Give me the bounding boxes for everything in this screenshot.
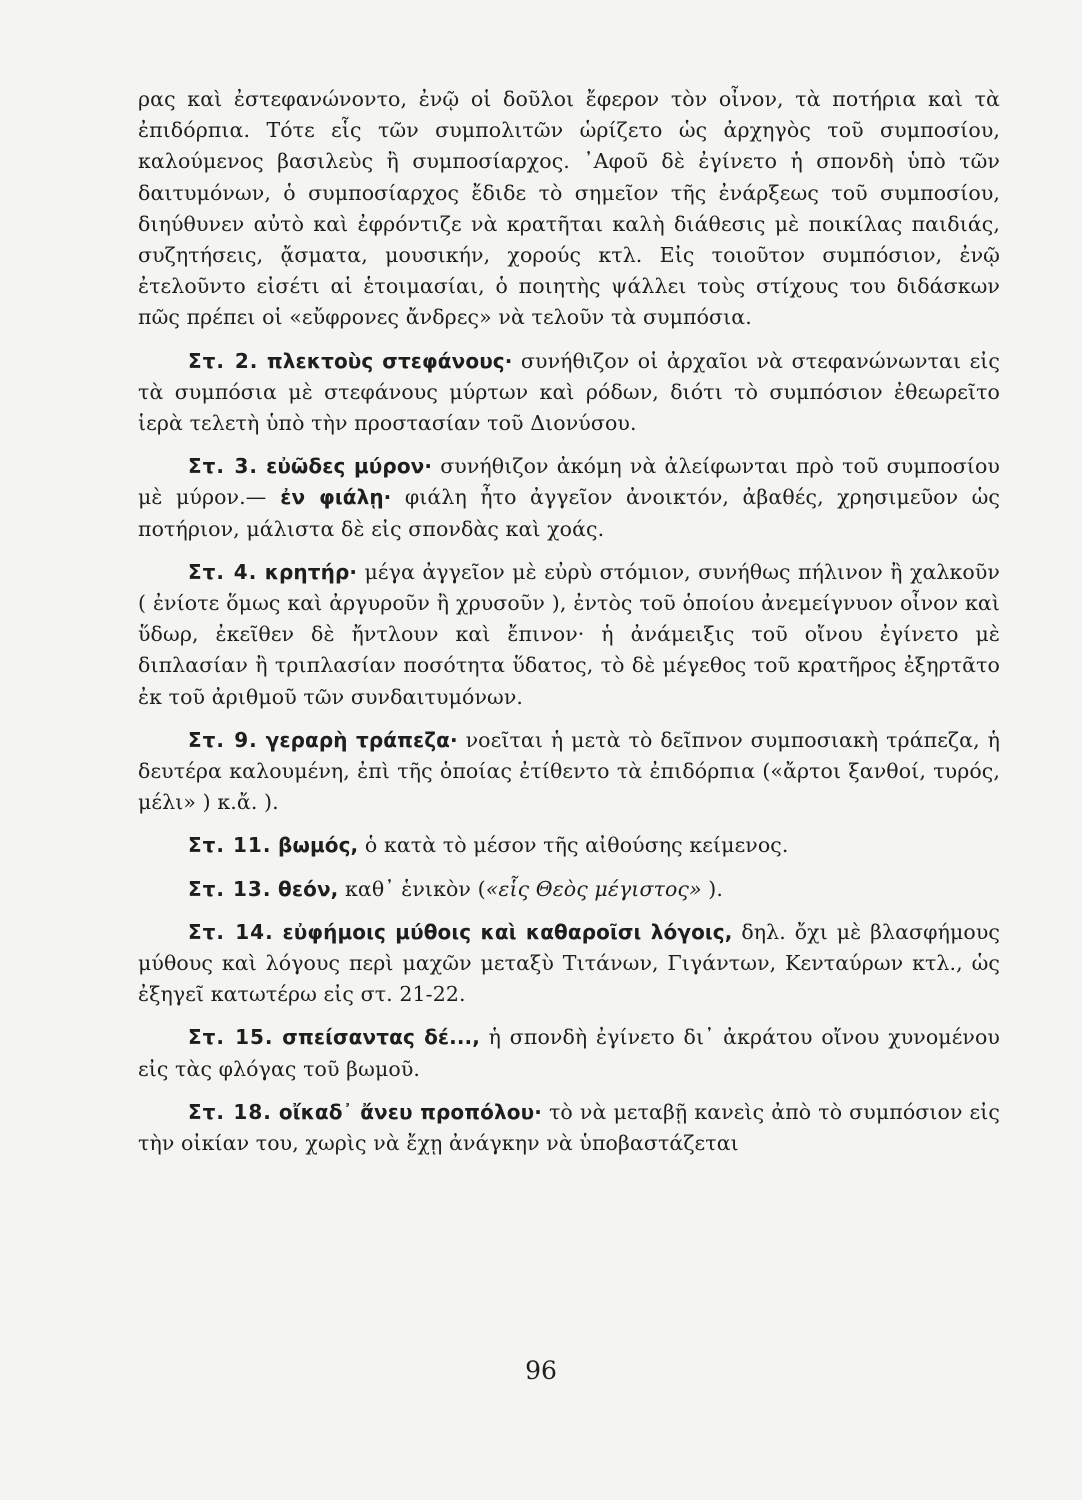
note-ref: Στ. 15.: [188, 1025, 274, 1050]
note-text-2: φιάλη ἦτο ἀγγεῖον ἀνοικτόν, ἀβαθές, χρησιμεῦον ὡς ποτήριον, μάλιστα δὲ εἰς σπονδὰς καὶ χοάς.: [138, 485, 1000, 541]
note-text: συνήθιζον οἱ ἀρχαῖοι νὰ στεφανώνωνται εἰς τὰ συμπόσια μὲ στεφάνους μύρτων καὶ ρόδων, διότι τὸ συμπόσιον ἐθεωρεῖτο ἱερὰ τελετὴ ὑπὸ τὴν προστασίαν τοῦ Διονύσου.: [138, 348, 1001, 436]
note-lemma: πλεκτοὺς στεφάνους·: [266, 348, 513, 373]
note-lemma: εὐῶδες μύρον·: [266, 454, 433, 479]
note-line-14: [138, 917, 1000, 1011]
note-ref: Στ. 13.: [188, 876, 272, 901]
note-text-after: ).: [701, 876, 723, 901]
note-line-11: [138, 830, 1000, 861]
note-line-4: [138, 557, 1000, 713]
note-ref: Στ. 4.: [188, 559, 258, 584]
note-text: δηλ. ὄχι μὲ βλασφήμους μύθους καὶ λόγους περὶ μαχῶν μεταξὺ Τιτάνων, Γιγάντων, Κενταύρων κτλ., ὡς ἐξηγεῖ κατωτέρω εἰς στ. 21‑22.: [138, 919, 1000, 1007]
page-number: 96: [525, 1356, 557, 1385]
note-ref: Στ. 2.: [188, 348, 259, 373]
note-ref: Στ. 9.: [188, 727, 258, 752]
note-ref: Στ. 11.: [188, 833, 272, 858]
note-lemma: γεραρὴ τράπεζα·: [265, 727, 458, 752]
note-line-13: [138, 874, 1000, 905]
note-lemma: εὐφήμοις μύθοις καὶ καθαροῖσι λόγοις,: [282, 919, 733, 944]
note-text: συνήθιζον ἀκόμη νὰ ἀλείφωνται πρὸ τοῦ συμποσίου μὲ μύρον.—: [138, 454, 1000, 510]
note-lemma: κρητήρ·: [264, 559, 358, 584]
note-lemma: βωμός,: [278, 833, 359, 858]
note-ref: Στ. 14.: [188, 919, 274, 944]
note-text: ὁ κατὰ τὸ μέσον τῆς αἰθούσης κείμενος.: [358, 833, 789, 858]
note-line-18: [138, 1097, 1000, 1159]
note-line-9: [138, 725, 1000, 819]
note-text: νοεῖται ἡ μετὰ τὸ δεῖπνον συμποσιακὴ τράπεζα, ἡ δευτέρα καλουμένη, ἐπὶ τῆς ὁποίας ἐτίθεντο τὰ ἐπιδόρπια («ἄρτοι ξανθοί, τυρός, μέλι» ) κ.ἄ. ).: [138, 727, 1000, 815]
note-ref: Στ. 3.: [188, 454, 258, 479]
note-italic-quote: «εἷς Θεὸς μέγιστος»: [485, 876, 702, 901]
note-text: μέγα ἀγγεῖον μὲ εὐρὺ στόμιον, συνήθως πήλινον ἢ χαλκοῦν ( ἐνίοτε ὅμως καὶ ἀργυροῦν ἢ χρυσοῦν ), ἐντὸς τοῦ ὁποίου ἀνεμείγνυον οἶνον καὶ ὕδωρ, ἐκεῖθεν δὲ ἤντλουν καὶ ἔπινον· ἡ ἀνάμειξις τοῦ οἴνου ἐγίνετο μὲ διπλασίαν ἢ τριπλασίαν ποσότητα ὕδατος, τὸ δὲ μέγεθος τοῦ κρατῆρος ἐξηρτᾶτο ἐκ τοῦ ἀριθμοῦ τῶν συνδαιτυμόνων.: [138, 559, 1000, 709]
note-text: καθ᾿ ἑνικὸν (: [338, 876, 486, 901]
note-lemma: σπείσαντας δέ...,: [282, 1025, 480, 1050]
note-lemma: οἴκαδ᾿ ἄνευ προπόλου·: [278, 1099, 542, 1124]
note-line-15: [138, 1022, 1000, 1084]
note-text: ἡ σπονδὴ ἐγίνετο δι᾿ ἀκράτου οἴνου χυνομένου εἰς τὰς φλόγας τοῦ βωμοῦ.: [138, 1025, 1000, 1081]
page-body: [138, 84, 1000, 1159]
note-ref: Στ. 18.: [188, 1099, 272, 1124]
note-lemma: θεόν,: [278, 876, 339, 901]
note-line-3: [138, 451, 1000, 545]
note-sub-lemma: ἐν φιάλῃ·: [266, 485, 392, 510]
intro-paragraph: ρας καὶ ἐστεφανώνοντο, ἐνῷ οἱ δοῦλοι ἔφερον τὸν οἶνον, τὰ ποτήρια καὶ τὰ ἐπιδόρπια. Τότε εἷς τῶν συμπολιτῶν ὡρίζετο ὡς ἀρχηγὸς τοῦ συμποσίου, καλούμενος βασιλεὺς ἢ συμποσίαρχος. ᾿Αφοῦ δὲ ἐγίνετο ἡ σπονδὴ ὑπὸ τῶν δαιτυμόνων, ὁ συμποσίαρχος ἔδιδε τὸ σημεῖον τῆς ἐνάρξεως τοῦ συμποσίου, διηύθυνεν αὐτὸ καὶ ἐφρόντιζε νὰ κρατῆται καλὴ διάθεσις μὲ ποικίλας παιδιάς, συζητήσεις, ᾄσματα, μουσικήν, χορούς κτλ. Εἰς τοιοῦτον συμπόσιον, ἐνῷ ἐτελοῦντο εἰσέτι αἱ ἑτοιμασίαι, ὁ ποιητὴς ψάλλει τοὺς στίχους του διδάσκων πῶς πρέπει οἱ «εὔφρονες ἄνδρες» νὰ τελοῦν τὰ συμπόσια.: [138, 87, 1000, 330]
note-line-2: [138, 346, 1000, 440]
note-text: τὸ νὰ μεταβῇ κανεὶς ἀπὸ τὸ συμπόσιον εἰς τὴν οἰκίαν του, χωρὶς νὰ ἔχῃ ἀνάγκην νὰ ὑποβαστάζεται: [138, 1099, 1000, 1156]
